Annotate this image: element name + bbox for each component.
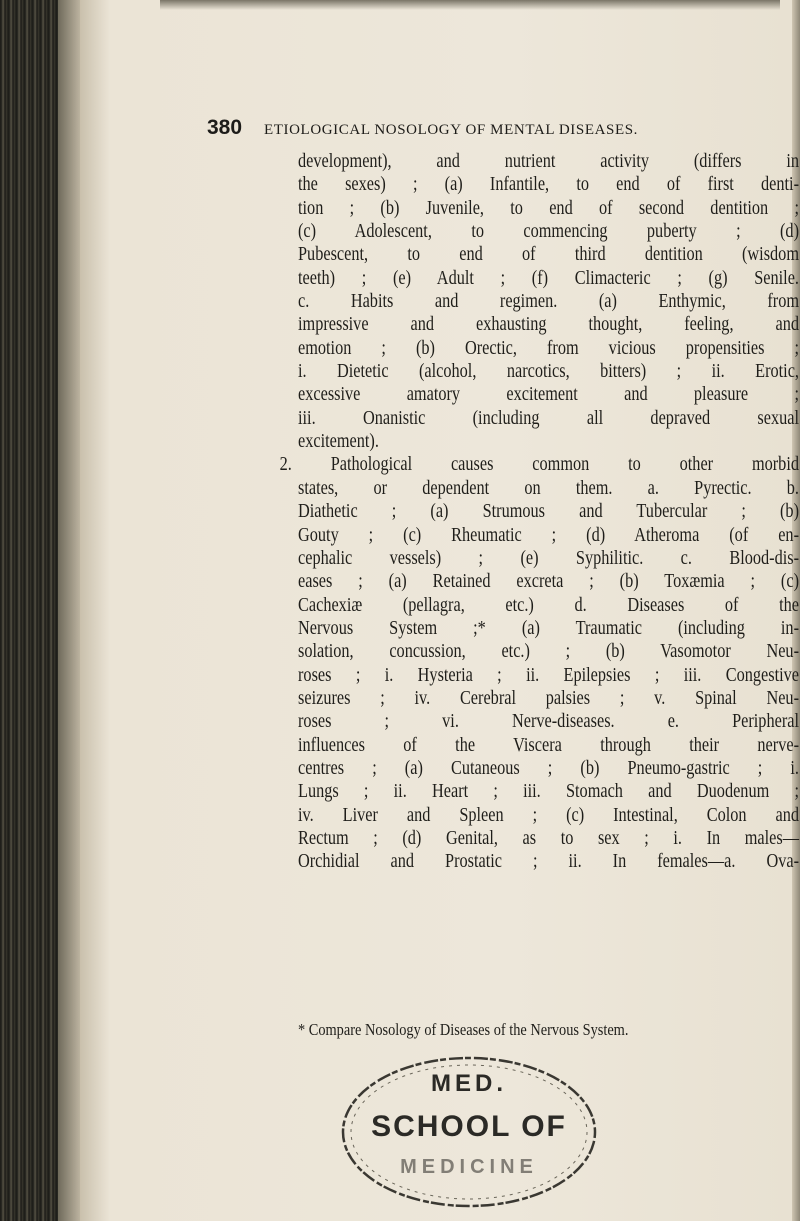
stamp-top-text: MED. (431, 1070, 507, 1097)
footnote: * Compare Nosology of Diseases of the Nervous System. (298, 1020, 629, 1039)
text-line: iii. Onanistic (including all depraved sexual (298, 407, 799, 429)
text-line: emotion ; (b) Orectic, from vicious propensities ; (298, 337, 799, 359)
text-line: (c) Adolescent, to commencing puberty ; (d) (298, 221, 799, 243)
text-line: roses ; i. Hysteria ; ii. Epilepsies ; iii. Congestive (298, 664, 799, 686)
stamp-middle-text: SCHOOL OF (371, 1110, 567, 1143)
text-line: Lungs ; ii. Heart ; iii. Stomach and Duodenum ; (298, 781, 799, 803)
text-line: iv. Liver and Spleen ; (c) Intestinal, Colon and (298, 804, 799, 826)
text-line: teeth) ; (e) Adult ; (f) Climacteric ; (g) Senile. (298, 267, 799, 289)
text-line: solation, concussion, etc.) ; (b) Vasomotor Neu- (298, 641, 799, 663)
text-line: the sexes) ; (a) Infantile, to end of first denti- (298, 174, 799, 196)
gutter-shadow (58, 0, 80, 1221)
stamp-bottom-text: MEDICINE (400, 1156, 538, 1178)
text-line: centres ; (a) Cutaneous ; (b) Pneumo-gastric ; i. (298, 757, 799, 779)
text-line: excitement). (298, 431, 379, 453)
text-line: Cachexiæ (pellagra, etc.) d. Diseases of the (298, 594, 799, 616)
running-head: ETIOLOGICAL NOSOLOGY OF MENTAL DISEASES. (264, 122, 639, 138)
text-line: Diathetic ; (a) Strumous and Tubercular ; (b) (298, 501, 799, 523)
text-line: influences of the Viscera through their nerve- (298, 734, 799, 756)
text-line: states, or dependent on them. a. Pyrectic. b. (298, 477, 799, 499)
text-line: Rectum ; (d) Genital, as to sex ; i. In males— (298, 827, 799, 849)
text-line: Nervous System ;* (a) Traumatic (including in- (298, 617, 799, 639)
library-stamp (338, 1052, 600, 1212)
page-number: 380 (207, 116, 243, 139)
text-line: seizures ; iv. Cerebral palsies ; v. Spinal Neu- (298, 687, 799, 709)
text-line: 2. Pathological causes common to other morbid (279, 454, 799, 476)
page-header (207, 116, 707, 140)
text-line: cephalic vessels) ; (e) Syphilitic. c. Blood-dis- (298, 547, 799, 569)
text-line: impressive and exhausting thought, feeling, and (298, 314, 799, 336)
body-text (279, 150, 799, 874)
text-line: eases ; (a) Retained excreta ; (b) Toxæmia ; (c) (298, 571, 799, 593)
text-line: i. Dietetic (alcohol, narcotics, bitters) ; ii. Erotic, (298, 361, 799, 383)
text-line: development), and nutrient activity (differs in (298, 151, 799, 172)
text-line: c. Habits and regimen. (a) Enthymic, from (298, 291, 799, 313)
text-line: roses ; vi. Nerve-diseases. e. Peripheral (298, 711, 799, 733)
top-shadow (160, 0, 780, 10)
book-spine (0, 0, 58, 1221)
text-line: tion ; (b) Juvenile, to end of second dentition ; (298, 197, 799, 219)
text-line: Orchidial and Prostatic ; ii. In females—a. Ova- (298, 851, 799, 873)
text-line: Pubescent, to end of third dentition (wisdom (298, 244, 799, 266)
text-line: excessive amatory excitement and pleasure ; (298, 384, 799, 406)
text-line: Gouty ; (c) Rheumatic ; (d) Atheroma (of en- (298, 524, 799, 546)
